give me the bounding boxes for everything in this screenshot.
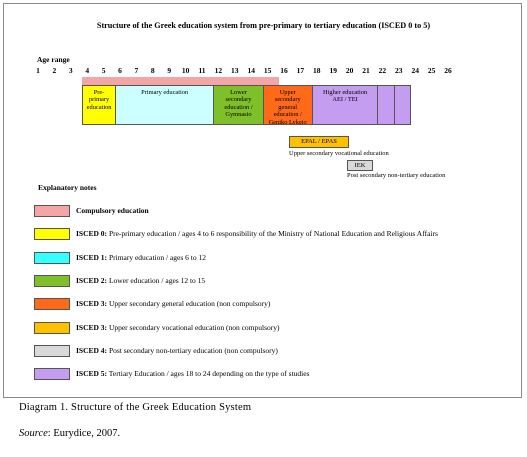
age-number: 3 bbox=[68, 66, 73, 75]
diagram-title: Structure of the Greek education system from pre-primary to tertiary education (ISCED 0 to 5) bbox=[96, 21, 431, 30]
age-number: 26 bbox=[444, 66, 452, 75]
block-primary: Primary education bbox=[115, 85, 214, 125]
legend-text: ISCED 1: Primary education / ages 6 to 12 bbox=[76, 252, 206, 262]
epal-box bbox=[289, 136, 349, 148]
source-label: Source bbox=[19, 428, 48, 439]
age-range-label: Age range bbox=[37, 55, 70, 64]
age-number: 2 bbox=[52, 66, 57, 75]
age-number: 25 bbox=[427, 66, 436, 75]
age-number: 23 bbox=[395, 66, 403, 75]
age-number: 8 bbox=[150, 66, 155, 75]
epal-caption: Upper secondary vocational education bbox=[289, 150, 389, 157]
age-number: 11 bbox=[198, 66, 206, 75]
age-number: 19 bbox=[329, 66, 337, 75]
legend-text: ISCED 2: Lower education / ages 12 to 15 bbox=[76, 275, 206, 285]
legend-swatch bbox=[34, 322, 70, 334]
legend-text: ISCED 4: Post secondary non-tertiary education (non compulsory) bbox=[76, 345, 278, 355]
legend-text: ISCED 0: Pre-primary education / ages 4 to 6 responsibility of the Ministry of National Education and Religious Affairs bbox=[76, 229, 438, 239]
age-number: 9 bbox=[167, 66, 172, 75]
legend-text: ISCED 5: Tertiary Education / ages 18 to 24 depending on the type of studies bbox=[76, 369, 310, 379]
iek-label: IEK bbox=[354, 162, 366, 169]
age-number: 14 bbox=[247, 66, 255, 75]
block-preprimary: Pre- primary education bbox=[82, 85, 116, 125]
source-line bbox=[19, 428, 120, 439]
age-number: 13 bbox=[231, 66, 239, 75]
age-number: 10 bbox=[181, 66, 190, 75]
age-number: 5 bbox=[101, 66, 106, 75]
block-tertiary_ext2 bbox=[394, 85, 411, 125]
iek-caption: Post secondary non-tertiary education bbox=[347, 172, 446, 179]
iek-box bbox=[347, 160, 373, 171]
block-higher: Higher education AEI / TEI bbox=[312, 85, 379, 125]
legend-swatch bbox=[34, 368, 70, 380]
age-number: 1 bbox=[36, 66, 40, 75]
diagram-frame bbox=[3, 3, 522, 398]
age-number: 18 bbox=[313, 66, 321, 75]
age-number: 21 bbox=[362, 66, 370, 75]
epal-label: EPAL / EPAS bbox=[301, 138, 337, 145]
legend-swatch bbox=[34, 228, 70, 240]
source-text: : Eurydice, 2007. bbox=[47, 428, 121, 439]
age-number: 15 bbox=[263, 66, 272, 75]
legend-swatch bbox=[34, 345, 70, 357]
age-number: 16 bbox=[280, 66, 288, 75]
block-lower: Lower secondary education / Gymnasio bbox=[213, 85, 263, 125]
legend-swatch bbox=[34, 205, 70, 217]
block-tertiary_ext1 bbox=[377, 85, 394, 125]
legend-text: ISCED 3: Upper secondary general education (non compulsory) bbox=[76, 299, 271, 309]
diagram-caption: Diagram 1. Structure of the Greek Education System bbox=[19, 402, 252, 413]
compulsory-education-band bbox=[82, 77, 279, 85]
age-number: 12 bbox=[214, 66, 223, 75]
age-number: 4 bbox=[85, 66, 90, 75]
age-number: 22 bbox=[378, 66, 387, 75]
age-number: 17 bbox=[296, 66, 305, 75]
age-number: 7 bbox=[134, 66, 139, 75]
legend-text: ISCED 3: Upper secondary vocational education (non compulsory) bbox=[76, 322, 280, 332]
legend-text: Compulsory education bbox=[76, 206, 149, 215]
legend-swatch bbox=[34, 275, 70, 287]
legend-swatch bbox=[34, 298, 70, 310]
legend-swatch bbox=[34, 252, 70, 264]
explanatory-notes-heading: Explanatory notes bbox=[38, 183, 97, 192]
block-upper: Upper secondary general education / Geniko Lykeio bbox=[263, 85, 313, 125]
age-number: 20 bbox=[345, 66, 354, 75]
age-number: 6 bbox=[118, 66, 122, 75]
age-number: 24 bbox=[411, 66, 419, 75]
